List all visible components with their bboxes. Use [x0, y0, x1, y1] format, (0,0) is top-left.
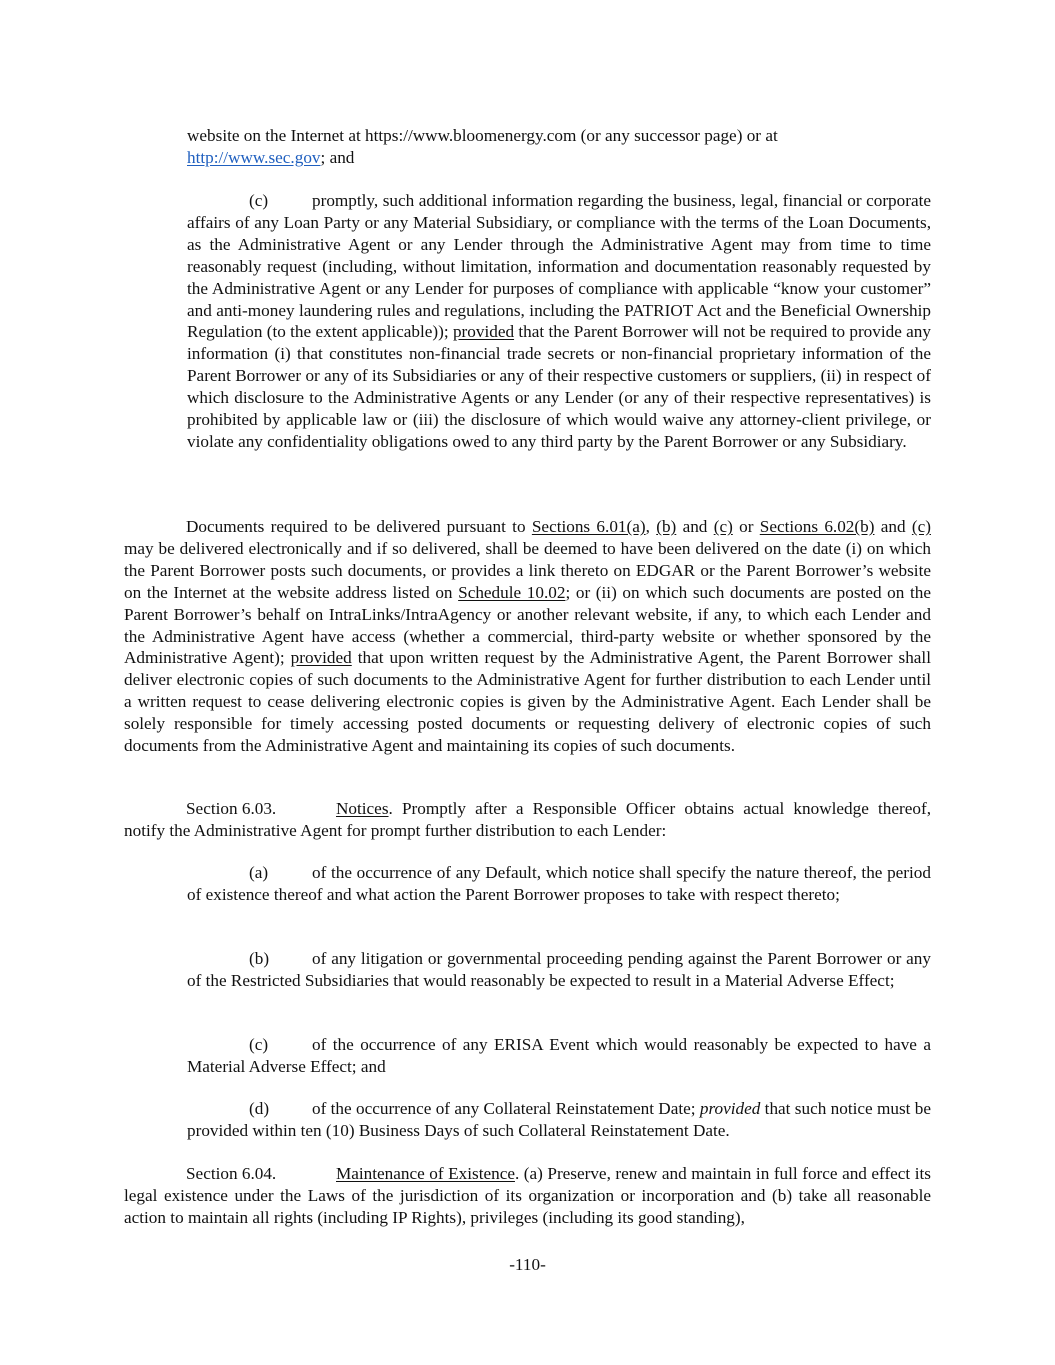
website-text: website on the Internet at https://www.bloomenergy.com (or any successor page) or at: [187, 126, 778, 145]
paragraph-c-additional-information: (c) promptly, such additional information regarding the business, legal, financial or corporate affairs of any Loan Party or any Material Subsidiary, or compliance with the terms of the Loan Documents, as the Administrative Agent or any Lender through the Administrative Agent may from time to time reasonably request (including, without limitation, information and documentation reasonably requested by the Administrative Agent or any Lender for purposes of compliance with applicable “know your customer” and anti-money laundering rules and regulations, including the PATRIOT Act and the Beneficial Ownership Regulation (to the extent applicable)); provided that the Parent Borrower will not be required to provide any information (i) that constitutes non-financial trade secrets or non-financial proprietary information of the Parent Borrower or any of its Subsidiaries or any of their respective customers or suppliers, (ii) in respect of which disclosure to the Administrative Agents or any Lender (or any of their respective representatives) is prohibited by applicable law or (iii) the disclosure of which would waive any attorney-client privilege, or violate any confidentiality obligations owed to any third party by the Parent Borrower or any Subsidiary.: [187, 191, 931, 451]
item-label-c: (c): [249, 1035, 269, 1054]
provided-term: provided: [452, 322, 515, 342]
section-label: Section 6.04.: [186, 1164, 277, 1183]
provided-term: provided: [290, 648, 352, 668]
notice-item-a: (a) of the occurrence of any Default, which notice shall specify the nature thereof, the period of existence thereof and what action the Parent Borrower proposes to take with respect thereto;: [187, 863, 931, 904]
ref-c-2: (c): [911, 517, 931, 536]
website-text-end: ; and: [320, 147, 355, 167]
section-6-03-notices: Section 6.03. Notices. Promptly after a Responsible Officer obtains actual knowledge thereof, notify the Administrative Agent for prompt further distribution to each Lender:: [124, 799, 931, 840]
section-title: Maintenance of Existence: [336, 1164, 515, 1183]
notice-item-b: (b) of any litigation or governmental proceeding pending against the Parent Borrower or any of the Restricted Subsidiaries that would reasonably be expected to result in a Material Adverse Effect;: [187, 949, 931, 990]
item-label-a: (a): [249, 863, 269, 882]
notice-item-d: (d) of the occurrence of any Collateral Reinstatement Date; provided that such notice must be provided within ten (10) Business Days of such Collateral Reinstatement Date.: [187, 1099, 931, 1140]
item-label-d: (d): [249, 1099, 270, 1118]
provided-term: provided: [699, 1099, 761, 1118]
ref-sections-602b: Sections 6.02(b): [759, 517, 875, 536]
ref-c: (c): [713, 517, 733, 536]
paragraph-website: [187, 125, 931, 169]
item-label-b: (b): [249, 949, 270, 968]
ref-b: (b): [656, 517, 677, 536]
section-6-04-maintenance-of-existence: Section 6.04. Maintenance of Existence. (a) Preserve, renew and maintain in full force and effect its legal existence under the Laws of the jurisdiction of its organization or incorporation and (b) take all reasonable action to maintain all rights (including IP Rights), privileges (including its good standing),: [124, 1164, 931, 1227]
ref-sections-601a: Sections 6.01(a): [531, 517, 646, 536]
section-title: Notices: [336, 799, 389, 818]
ref-schedule-1002: Schedule 10.02: [458, 582, 566, 602]
item-label-c: (c): [249, 191, 269, 210]
page-number: -110-: [509, 1255, 546, 1274]
sec-gov-link[interactable]: http://www.sec.gov: [187, 147, 321, 167]
paragraph-documents-delivery: Documents required to be delivered pursuant to Sections 6.01(a), (b) and (c) or Sections 6.02(b) and (c) may be delivered electronically and if so delivered, shall be deemed to have been delivered on the date (i) on which the Parent Borrower posts such documents, or provides a link thereto on EDGAR or the Parent Borrower’s website on the Internet at the website address listed on Schedule 10.02; or (ii) on which such documents are posted on the Parent Borrower’s behalf on IntraLinks/IntraAgency or another relevant website, if any, to which each Lender and the Administrative Agent have access (whether a commercial, third-party website or whether sponsored by the Administrative Agent); provided that upon written request by the Administrative Agent, the Parent Borrower shall deliver electronic copies of such documents to the Administrative Agent for further distribution to each Lender until a written request to cease delivering electronic copies is given by the Administrative Agent. Each Lender shall be solely responsible for timely accessing posted documents or requesting delivery of electronic copies of such documents from the Administrative Agent and maintaining its copies of such documents.: [124, 517, 931, 756]
section-label: Section 6.03.: [186, 799, 277, 818]
notice-item-c: (c) of the occurrence of any ERISA Event which would reasonably be expected to have a Material Adverse Effect; and: [187, 1035, 931, 1076]
